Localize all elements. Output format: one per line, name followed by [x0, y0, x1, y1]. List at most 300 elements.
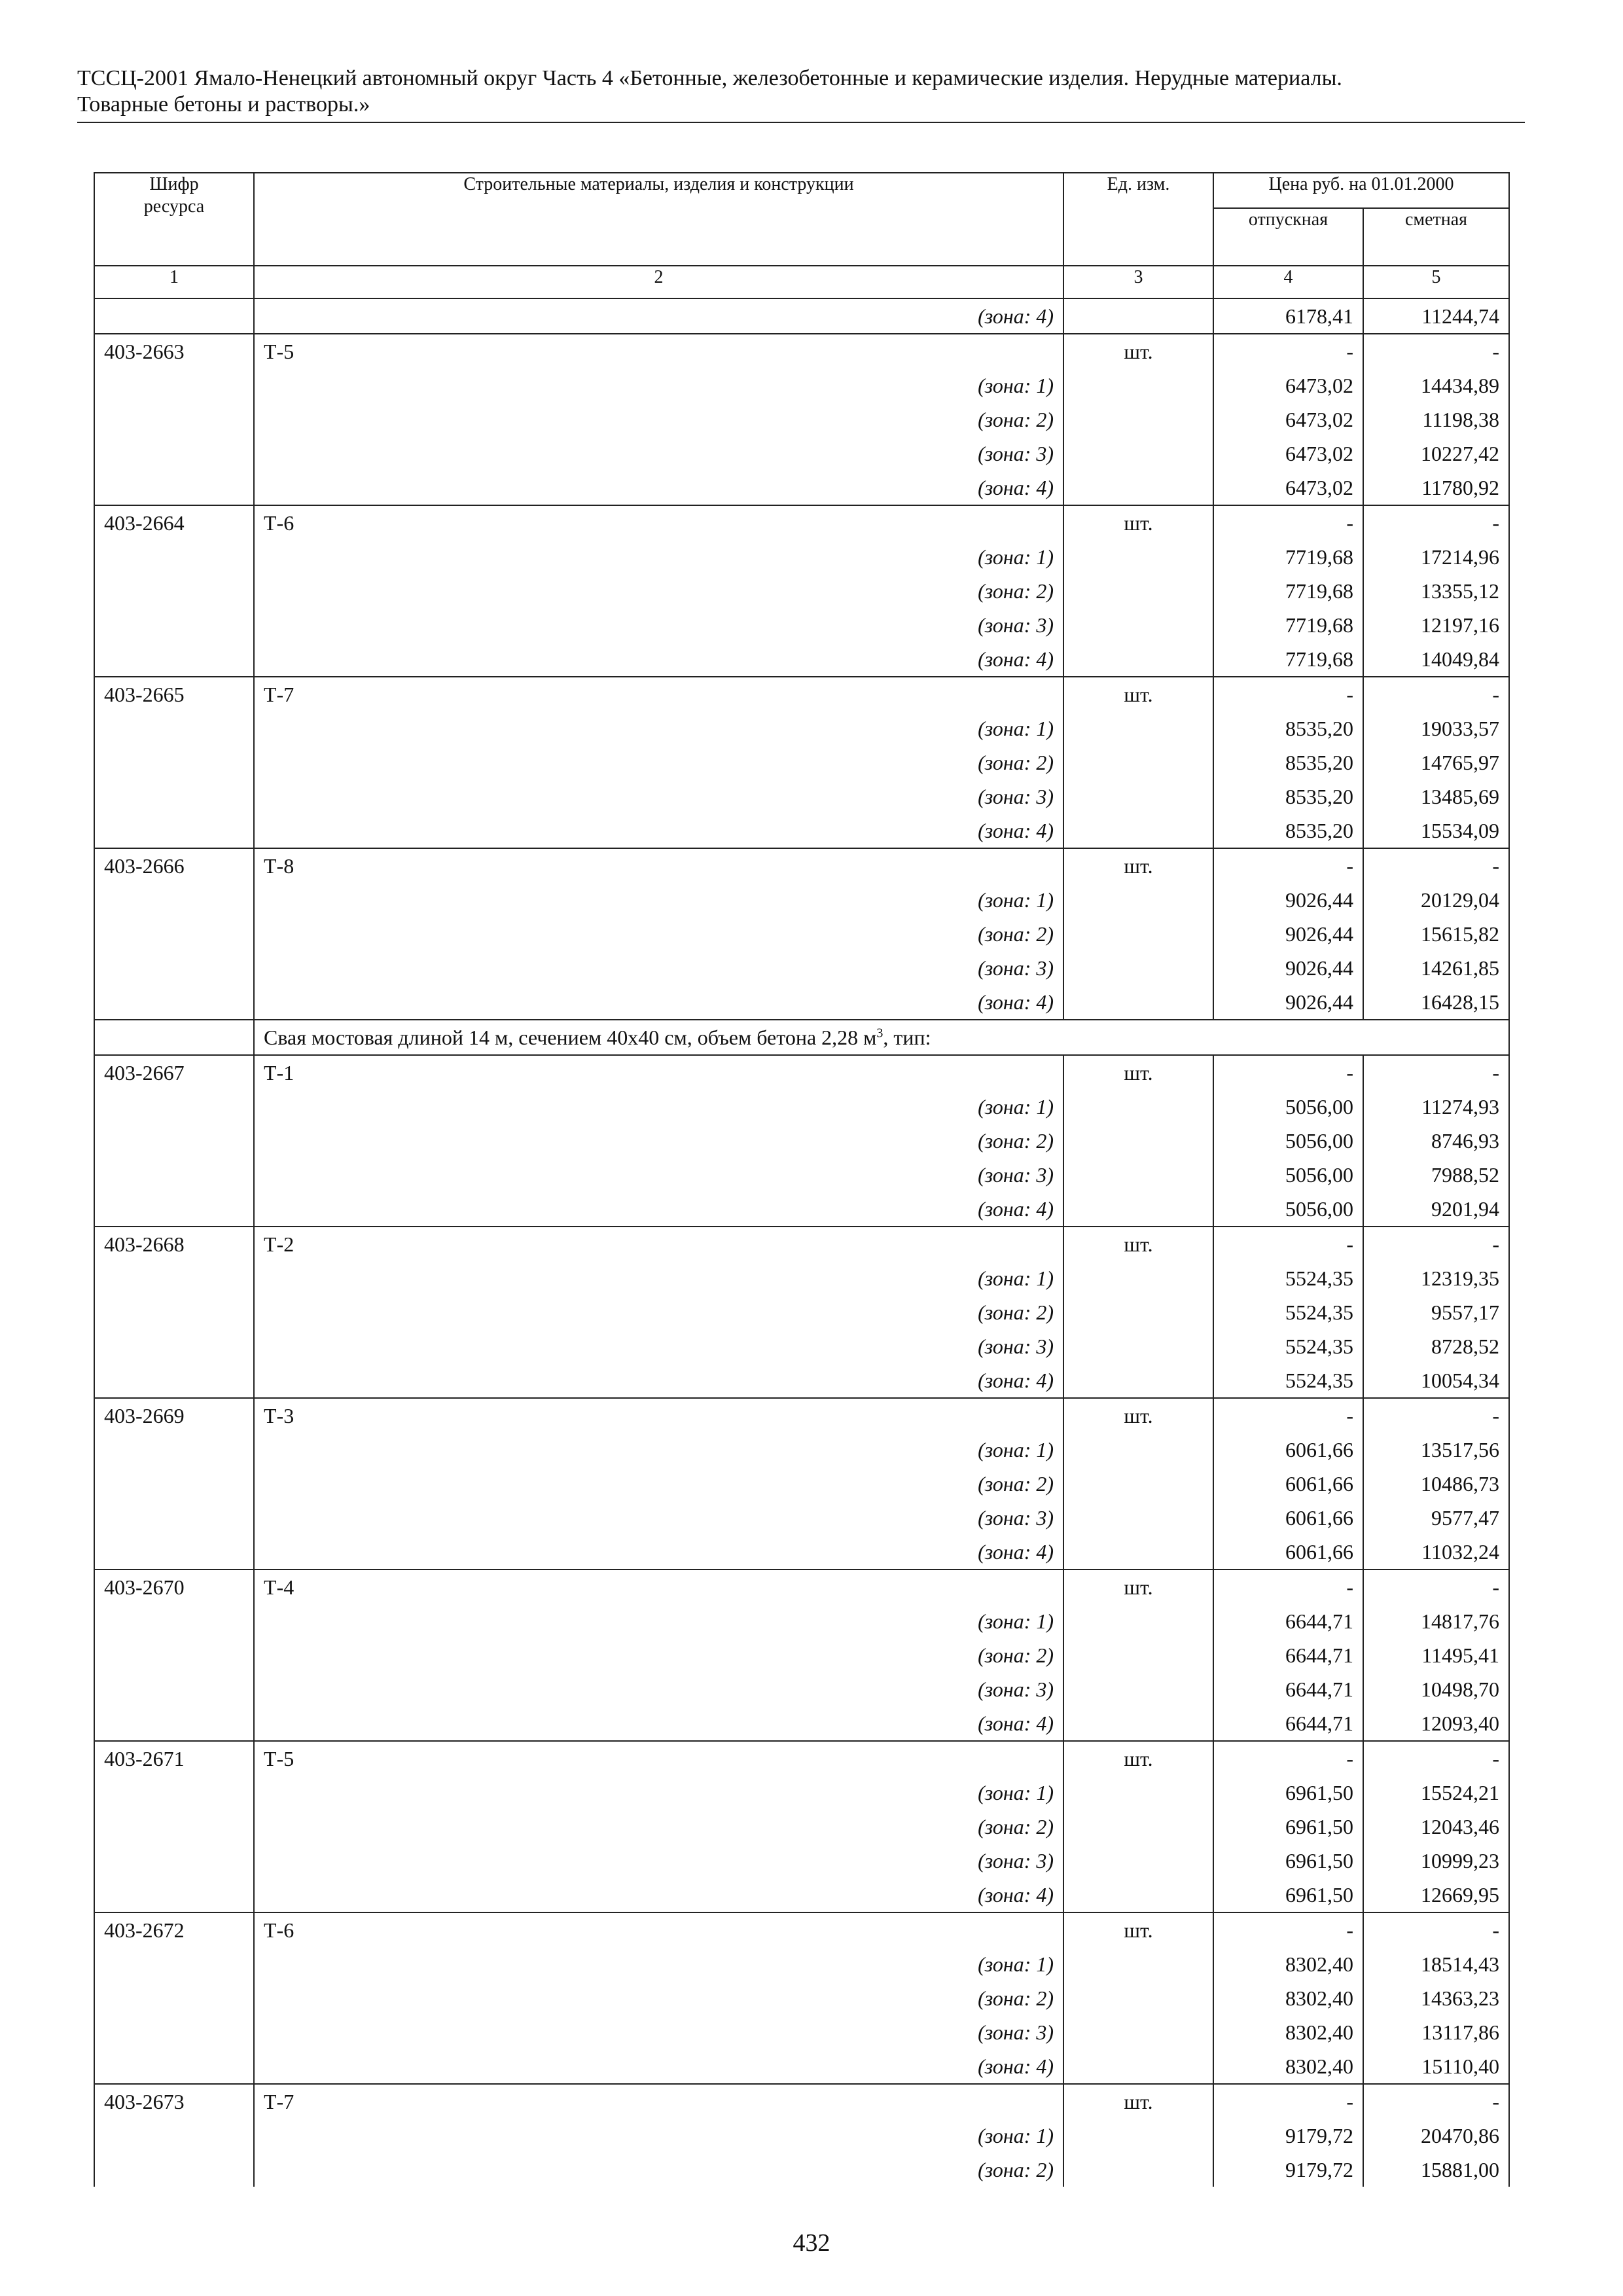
item-type: Т-7 [254, 2084, 1063, 2119]
unit-cell [1063, 711, 1213, 745]
table-row-zone [94, 1158, 1509, 1192]
zone-label: (зона: 2) [254, 1638, 1063, 1672]
price-smetnaya: 12043,46 [1363, 1810, 1509, 1844]
price-table [94, 172, 1510, 2187]
resource-code-cell [94, 1604, 254, 1638]
price-smetnaya-dash: - [1363, 505, 1509, 540]
table-row-zone [94, 883, 1509, 917]
price-otpusknaya: 9179,72 [1213, 2119, 1363, 2153]
item-type: Т-5 [254, 1741, 1063, 1776]
price-otpusknaya-dash: - [1213, 1055, 1363, 1090]
col-header-name: Строительные материалы, изделия и конструкции [254, 173, 1063, 266]
table-row-zone [94, 540, 1509, 574]
price-otpusknaya-dash: - [1213, 1741, 1363, 1776]
price-otpusknaya: 8302,40 [1213, 2015, 1363, 2049]
table-row-zone [94, 1878, 1509, 1912]
zone-label: (зона: 2) [254, 1124, 1063, 1158]
table-row-zone [94, 1947, 1509, 1981]
price-smetnaya: 14261,85 [1363, 951, 1509, 985]
resource-code-cell [94, 1295, 254, 1329]
price-otpusknaya: 8535,20 [1213, 711, 1363, 745]
table-row-zone [94, 2049, 1509, 2084]
table-row [94, 1741, 1509, 1776]
zone-label: (зона: 1) [254, 2119, 1063, 2153]
price-otpusknaya: 5056,00 [1213, 1124, 1363, 1158]
resource-code-cell [94, 368, 254, 403]
price-smetnaya-dash: - [1363, 1570, 1509, 1604]
price-smetnaya-dash: - [1363, 1912, 1509, 1947]
table-head [94, 173, 1509, 298]
resource-code-cell [94, 471, 254, 505]
resource-code-cell [94, 2119, 254, 2153]
unit-cell [1063, 1878, 1213, 1912]
unit-cell [1063, 1261, 1213, 1295]
price-otpusknaya: 8302,40 [1213, 1947, 1363, 1981]
price-smetnaya: 14434,89 [1363, 368, 1509, 403]
price-otpusknaya: 8302,40 [1213, 1981, 1363, 2015]
table-row-zone [94, 780, 1509, 814]
unit-cell [1063, 1672, 1213, 1706]
unit-cell [1063, 1981, 1213, 2015]
table-row-carry-over [94, 298, 1509, 334]
price-otpusknaya: 8535,20 [1213, 745, 1363, 780]
resource-code-cell [94, 1124, 254, 1158]
table-row-zone [94, 951, 1509, 985]
unit-cell [1063, 814, 1213, 848]
price-smetnaya: 11032,24 [1363, 1535, 1509, 1570]
resource-code-cell [94, 1158, 254, 1192]
price-otpusknaya-dash: - [1213, 677, 1363, 711]
resource-code-cell [94, 1844, 254, 1878]
zone-label: (зона: 1) [254, 1776, 1063, 1810]
unit-cell [1063, 1158, 1213, 1192]
resource-code-cell [94, 1638, 254, 1672]
unit-cell [1063, 437, 1213, 471]
price-otpusknaya-dash: - [1213, 1398, 1363, 1433]
item-type: Т-2 [254, 1227, 1063, 1261]
price-smetnaya-dash: - [1363, 334, 1509, 368]
price-otpusknaya-dash: - [1213, 334, 1363, 368]
price-otpusknaya: 6961,50 [1213, 1810, 1363, 1844]
table-row-zone [94, 2153, 1509, 2187]
price-otpusknaya: 7719,68 [1213, 540, 1363, 574]
resource-code-cell [94, 298, 254, 334]
price-smetnaya: 11495,41 [1363, 1638, 1509, 1672]
zone-label: (зона: 1) [254, 883, 1063, 917]
price-otpusknaya-dash: - [1213, 848, 1363, 883]
price-otpusknaya: 6644,71 [1213, 1604, 1363, 1638]
header-rule [77, 122, 1525, 123]
table-row-zone [94, 1124, 1509, 1158]
zone-label: (зона: 4) [254, 1878, 1063, 1912]
unit-cell [1063, 1638, 1213, 1672]
price-smetnaya: 12197,16 [1363, 608, 1509, 642]
price-smetnaya: 11244,74 [1363, 298, 1509, 334]
col-number-1: 1 [94, 266, 254, 298]
table-row [94, 334, 1509, 368]
table-body [94, 298, 1509, 2187]
price-smetnaya: 12093,40 [1363, 1706, 1509, 1741]
price-smetnaya-dash: - [1363, 1741, 1509, 1776]
price-smetnaya: 16428,15 [1363, 985, 1509, 1020]
table-row-zone [94, 1295, 1509, 1329]
col-number-4: 4 [1213, 266, 1363, 298]
zone-label: (зона: 4) [254, 2049, 1063, 2084]
resource-code: 403-2668 [94, 1227, 254, 1261]
col-number-3: 3 [1063, 266, 1213, 298]
table-row-zone [94, 403, 1509, 437]
table-row-zone [94, 1672, 1509, 1706]
price-otpusknaya: 8302,40 [1213, 2049, 1363, 2084]
unit-cell [1063, 1604, 1213, 1638]
price-otpusknaya-dash: - [1213, 1227, 1363, 1261]
table-row-zone [94, 1844, 1509, 1878]
resource-code-cell [94, 745, 254, 780]
section-title-superscript: 3 [876, 1026, 883, 1041]
price-otpusknaya: 6061,66 [1213, 1501, 1363, 1535]
price-smetnaya-dash: - [1363, 1055, 1509, 1090]
unit-cell [1063, 1295, 1213, 1329]
resource-code: 403-2663 [94, 334, 254, 368]
unit-cell [1063, 1706, 1213, 1741]
price-otpusknaya: 5056,00 [1213, 1090, 1363, 1124]
table-row-zone [94, 1090, 1509, 1124]
unit-cell [1063, 883, 1213, 917]
zone-label: (зона: 1) [254, 1947, 1063, 1981]
resource-code-cell [94, 1090, 254, 1124]
unit-cell [1063, 1192, 1213, 1227]
price-smetnaya: 10999,23 [1363, 1844, 1509, 1878]
resource-code-cell [94, 1878, 254, 1912]
price-otpusknaya: 6961,50 [1213, 1844, 1363, 1878]
unit-of-measure: шт. [1063, 848, 1213, 883]
unit-cell [1063, 298, 1213, 334]
item-type: Т-8 [254, 848, 1063, 883]
zone-label: (зона: 2) [254, 574, 1063, 608]
table-row-zone [94, 1638, 1509, 1672]
unit-cell [1063, 1329, 1213, 1363]
table-row-zone [94, 608, 1509, 642]
zone-label: (зона: 1) [254, 1090, 1063, 1124]
zone-label: (зона: 4) [254, 471, 1063, 505]
zone-label: (зона: 4) [254, 298, 1063, 334]
table-row-zone [94, 2119, 1509, 2153]
resource-code-cell [94, 985, 254, 1020]
price-otpusknaya: 9026,44 [1213, 917, 1363, 951]
unit-cell [1063, 1363, 1213, 1398]
zone-label: (зона: 3) [254, 608, 1063, 642]
resource-code: 403-2667 [94, 1055, 254, 1090]
unit-of-measure: шт. [1063, 1570, 1213, 1604]
zone-label: (зона: 2) [254, 1810, 1063, 1844]
resource-code-cell [94, 1947, 254, 1981]
price-smetnaya: 12319,35 [1363, 1261, 1509, 1295]
resource-code-cell [94, 1363, 254, 1398]
unit-cell [1063, 2153, 1213, 2187]
table-row-zone [94, 917, 1509, 951]
zone-label: (зона: 3) [254, 2015, 1063, 2049]
resource-code-cell [94, 1020, 254, 1055]
zone-label: (зона: 4) [254, 985, 1063, 1020]
unit-cell [1063, 745, 1213, 780]
resource-code: 403-2670 [94, 1570, 254, 1604]
zone-label: (зона: 3) [254, 1844, 1063, 1878]
price-smetnaya: 15615,82 [1363, 917, 1509, 951]
table-row-zone [94, 574, 1509, 608]
price-otpusknaya: 5524,35 [1213, 1295, 1363, 1329]
unit-of-measure: шт. [1063, 1912, 1213, 1947]
table-row-zone [94, 711, 1509, 745]
resource-code-cell [94, 1706, 254, 1741]
price-otpusknaya: 9026,44 [1213, 951, 1363, 985]
price-smetnaya: 19033,57 [1363, 711, 1509, 745]
table-row-zone [94, 471, 1509, 505]
table-row [94, 1570, 1509, 1604]
resource-code-cell [94, 1776, 254, 1810]
resource-code-cell [94, 814, 254, 848]
price-otpusknaya: 9026,44 [1213, 985, 1363, 1020]
unit-cell [1063, 951, 1213, 985]
price-smetnaya: 9577,47 [1363, 1501, 1509, 1535]
unit-of-measure: шт. [1063, 334, 1213, 368]
resource-code-cell [94, 2153, 254, 2187]
price-otpusknaya: 9026,44 [1213, 883, 1363, 917]
price-otpusknaya: 5524,35 [1213, 1363, 1363, 1398]
table-row-zone [94, 1363, 1509, 1398]
price-smetnaya: 8746,93 [1363, 1124, 1509, 1158]
table-row-zone [94, 1604, 1509, 1638]
table-row-zone [94, 1433, 1509, 1467]
price-smetnaya: 10498,70 [1363, 1672, 1509, 1706]
resource-code-cell [94, 780, 254, 814]
price-smetnaya-dash: - [1363, 1398, 1509, 1433]
resource-code: 403-2673 [94, 2084, 254, 2119]
price-otpusknaya: 7719,68 [1213, 642, 1363, 677]
item-type: Т-1 [254, 1055, 1063, 1090]
price-otpusknaya: 5056,00 [1213, 1192, 1363, 1227]
price-smetnaya-dash: - [1363, 2084, 1509, 2119]
price-smetnaya: 11274,93 [1363, 1090, 1509, 1124]
price-otpusknaya: 6961,50 [1213, 1776, 1363, 1810]
table-row-zone [94, 985, 1509, 1020]
resource-code-cell [94, 608, 254, 642]
price-smetnaya: 14817,76 [1363, 1604, 1509, 1638]
resource-code-cell [94, 2049, 254, 2084]
resource-code-cell [94, 1329, 254, 1363]
resource-code-cell [94, 642, 254, 677]
price-otpusknaya: 6061,66 [1213, 1535, 1363, 1570]
price-smetnaya: 14049,84 [1363, 642, 1509, 677]
resource-code-cell [94, 1261, 254, 1295]
price-smetnaya: 14363,23 [1363, 1981, 1509, 2015]
price-smetnaya: 20129,04 [1363, 883, 1509, 917]
price-otpusknaya: 6473,02 [1213, 403, 1363, 437]
table-row-zone [94, 1776, 1509, 1810]
unit-cell [1063, 1810, 1213, 1844]
item-type: Т-6 [254, 505, 1063, 540]
table-row-zone [94, 1810, 1509, 1844]
zone-label: (зона: 3) [254, 951, 1063, 985]
zone-label: (зона: 1) [254, 1261, 1063, 1295]
price-smetnaya: 15881,00 [1363, 2153, 1509, 2187]
unit-cell [1063, 1467, 1213, 1501]
col-header-otpusknaya: отпускная [1213, 208, 1363, 266]
zone-label: (зона: 3) [254, 1158, 1063, 1192]
price-otpusknaya: 6061,66 [1213, 1433, 1363, 1467]
price-otpusknaya: 6961,50 [1213, 1878, 1363, 1912]
zone-label: (зона: 2) [254, 1981, 1063, 2015]
price-smetnaya: 13485,69 [1363, 780, 1509, 814]
resource-code-cell [94, 1810, 254, 1844]
zone-label: (зона: 2) [254, 917, 1063, 951]
zone-label: (зона: 1) [254, 540, 1063, 574]
price-smetnaya: 10486,73 [1363, 1467, 1509, 1501]
price-otpusknaya: 6061,66 [1213, 1467, 1363, 1501]
price-otpusknaya-dash: - [1213, 505, 1363, 540]
price-smetnaya: 18514,43 [1363, 1947, 1509, 1981]
price-smetnaya: 13355,12 [1363, 574, 1509, 608]
price-smetnaya: 12669,95 [1363, 1878, 1509, 1912]
price-otpusknaya: 6473,02 [1213, 368, 1363, 403]
header-line-1: ТССЦ-2001 Ямало-Ненецкий автономный округ Часть 4 «Бетонные, железобетонные и керамические изделия. Нерудные материалы. [77, 66, 1342, 90]
unit-cell [1063, 608, 1213, 642]
item-type: Т-6 [254, 1912, 1063, 1947]
price-otpusknaya: 7719,68 [1213, 608, 1363, 642]
price-otpusknaya: 6473,02 [1213, 437, 1363, 471]
zone-label: (зона: 4) [254, 642, 1063, 677]
table-row-zone [94, 1706, 1509, 1741]
table-row-zone [94, 814, 1509, 848]
price-otpusknaya: 6644,71 [1213, 1638, 1363, 1672]
price-smetnaya: 11198,38 [1363, 403, 1509, 437]
resource-code-cell [94, 1535, 254, 1570]
table-row-zone [94, 2015, 1509, 2049]
section-title-text: Свая мостовая длиной 14 м, сечением 40х40 см, объем бетона 2,28 м [264, 1026, 877, 1049]
table-row [94, 505, 1509, 540]
zone-label: (зона: 3) [254, 1329, 1063, 1363]
unit-of-measure: шт. [1063, 1741, 1213, 1776]
zone-label: (зона: 1) [254, 711, 1063, 745]
zone-label: (зона: 4) [254, 1535, 1063, 1570]
table-row [94, 848, 1509, 883]
zone-label: (зона: 1) [254, 368, 1063, 403]
price-otpusknaya: 6644,71 [1213, 1672, 1363, 1706]
price-smetnaya: 11780,92 [1363, 471, 1509, 505]
price-smetnaya-dash: - [1363, 677, 1509, 711]
unit-cell [1063, 917, 1213, 951]
price-otpusknaya: 6473,02 [1213, 471, 1363, 505]
price-smetnaya: 10054,34 [1363, 1363, 1509, 1398]
item-type: Т-3 [254, 1398, 1063, 1433]
resource-code-cell [94, 883, 254, 917]
price-otpusknaya: 6178,41 [1213, 298, 1363, 334]
resource-code: 403-2666 [94, 848, 254, 883]
table-row-zone [94, 1467, 1509, 1501]
price-smetnaya: 9201,94 [1363, 1192, 1509, 1227]
table-row-zone [94, 1981, 1509, 2015]
unit-cell [1063, 2015, 1213, 2049]
table-row-zone [94, 1501, 1509, 1535]
resource-code: 403-2669 [94, 1398, 254, 1433]
zone-label: (зона: 4) [254, 1363, 1063, 1398]
price-otpusknaya: 9179,72 [1213, 2153, 1363, 2187]
price-smetnaya: 15110,40 [1363, 2049, 1509, 2084]
resource-code-cell [94, 437, 254, 471]
zone-label: (зона: 2) [254, 1295, 1063, 1329]
section-title [254, 1020, 1509, 1055]
table-row [94, 1398, 1509, 1433]
resource-code-cell [94, 1501, 254, 1535]
unit-cell [1063, 368, 1213, 403]
col-header-unit: Ед. изм. [1063, 173, 1213, 266]
zone-label: (зона: 2) [254, 2153, 1063, 2187]
price-smetnaya: 8728,52 [1363, 1329, 1509, 1363]
item-type: Т-5 [254, 334, 1063, 368]
section-title-row [94, 1020, 1509, 1055]
resource-code-cell [94, 1467, 254, 1501]
table-row-zone [94, 642, 1509, 677]
resource-code: 403-2664 [94, 505, 254, 540]
table-row [94, 1912, 1509, 1947]
item-type: Т-7 [254, 677, 1063, 711]
price-smetnaya: 7988,52 [1363, 1158, 1509, 1192]
unit-cell [1063, 1535, 1213, 1570]
resource-code-cell [94, 711, 254, 745]
unit-cell [1063, 1124, 1213, 1158]
price-otpusknaya: 8535,20 [1213, 780, 1363, 814]
zone-label: (зона: 3) [254, 780, 1063, 814]
table-row-zone [94, 437, 1509, 471]
price-otpusknaya: 5524,35 [1213, 1329, 1363, 1363]
zone-label: (зона: 3) [254, 1501, 1063, 1535]
price-otpusknaya: 5056,00 [1213, 1158, 1363, 1192]
table-row [94, 2084, 1509, 2119]
zone-label: (зона: 2) [254, 745, 1063, 780]
unit-cell [1063, 2119, 1213, 2153]
price-smetnaya: 15524,21 [1363, 1776, 1509, 1810]
unit-of-measure: шт. [1063, 505, 1213, 540]
price-smetnaya: 15534,09 [1363, 814, 1509, 848]
zone-label: (зона: 3) [254, 437, 1063, 471]
price-otpusknaya: 5524,35 [1213, 1261, 1363, 1295]
unit-cell [1063, 471, 1213, 505]
price-otpusknaya: 8535,20 [1213, 814, 1363, 848]
price-otpusknaya-dash: - [1213, 1570, 1363, 1604]
unit-cell [1063, 540, 1213, 574]
page-header [77, 65, 1525, 118]
resource-code-cell [94, 574, 254, 608]
price-smetnaya: 20470,86 [1363, 2119, 1509, 2153]
table-row-zone [94, 745, 1509, 780]
price-smetnaya-dash: - [1363, 848, 1509, 883]
price-smetnaya: 10227,42 [1363, 437, 1509, 471]
unit-cell [1063, 1844, 1213, 1878]
resource-code-cell [94, 951, 254, 985]
unit-cell [1063, 2049, 1213, 2084]
unit-cell [1063, 403, 1213, 437]
price-smetnaya-dash: - [1363, 1227, 1509, 1261]
table-row-zone [94, 1261, 1509, 1295]
price-smetnaya: 17214,96 [1363, 540, 1509, 574]
resource-code-cell [94, 1192, 254, 1227]
price-otpusknaya-dash: - [1213, 1912, 1363, 1947]
zone-label: (зона: 1) [254, 1433, 1063, 1467]
unit-of-measure: шт. [1063, 677, 1213, 711]
price-smetnaya: 13117,86 [1363, 2015, 1509, 2049]
resource-code-cell [94, 2015, 254, 2049]
price-otpusknaya: 7719,68 [1213, 574, 1363, 608]
table-row-zone [94, 1192, 1509, 1227]
